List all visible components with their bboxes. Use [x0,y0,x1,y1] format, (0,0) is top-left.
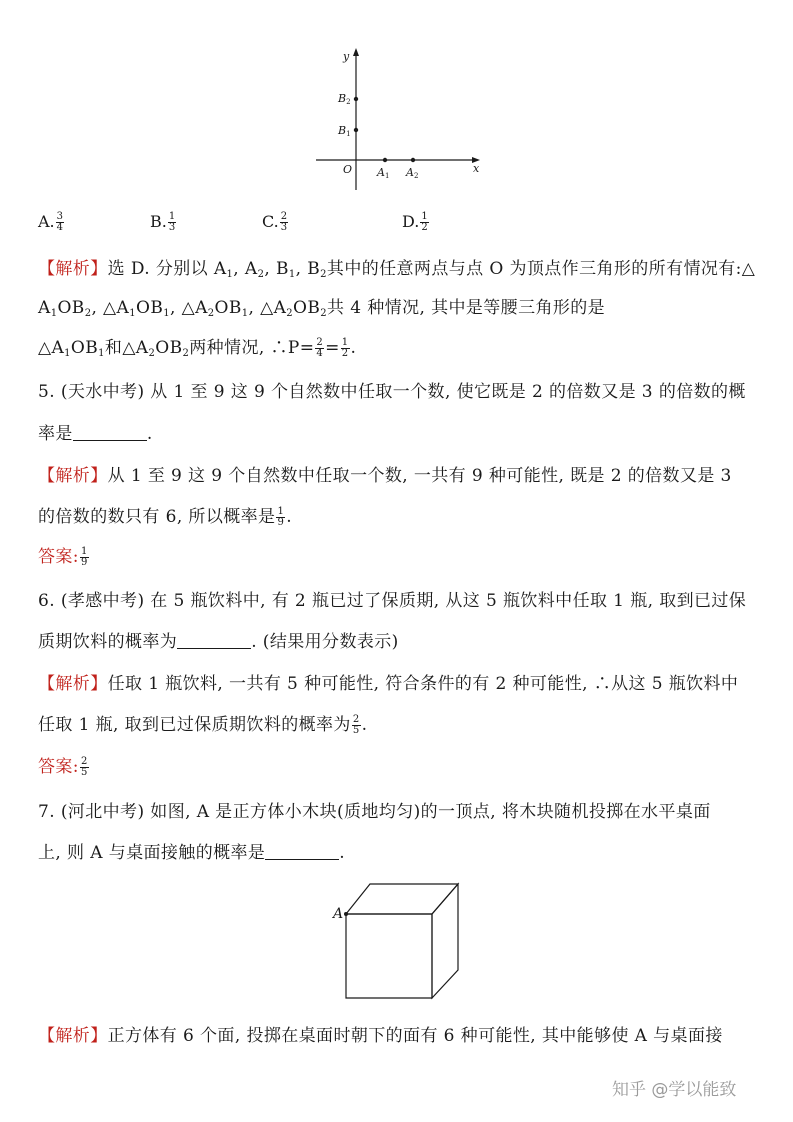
coordinate-diagram [300,40,500,195]
q4-analysis-line3: $\triangle A_1OB_1$和$\triangle A_2OB_2$两种情况, ∴P= $\frac{2}{4}$ = $\frac{1}{2}$ . [38,337,357,359]
point-a1 [383,158,387,162]
cube-diagram [328,878,468,1008]
cube-front-face [346,914,432,998]
q5-question-line2: 率是 . [38,424,153,444]
q5-answer: 答案: $\frac{1}{9}$ [38,546,88,568]
q4-analysis-line2: $A_1OB_2$, $\triangle A_1OB_1$, $\triangle A_2OB_1$, $\triangle A_2OB_2$共 4 种情况, 其中是等腰三角形的是 [38,298,606,319]
q7-question-line2: 上, 则 A 与桌面接触的概率是 . [38,843,346,863]
option-d: D. $\frac{1}{2}$ [402,211,428,233]
analysis-tag: 【解析】 [38,259,108,279]
point-a2 [411,158,415,162]
option-c: C. $\frac{2}{3}$ [262,211,288,233]
q6-question-line1: 6. (孝感中考) 在 5 瓶饮料中, 有 2 瓶已过了保质期, 从这 5 瓶饮料中任取 1 瓶, 取到已过保 [38,591,747,611]
watermark: 知乎 @学以能致 [612,1080,737,1100]
label-a1: A1 [377,166,390,180]
q6-question-line2: 质期饮料的概率为 . (结果用分数表示) [38,632,399,652]
q4-analysis-line1: 【解析】选 D. 分别以 $A_1$, $A_2$, $B_1$, $B_2$其中的任意两点与点 O 为顶点作三角形的所有情况有:△ [38,259,756,280]
label-b2: B2 [338,92,351,106]
answer-blank [265,843,339,860]
q6-analysis-line1: 【解析】任取 1 瓶饮料, 一共有 5 种可能性, 符合条件的有 2 种可能性, ∴从这 5 瓶饮料中 [38,674,739,694]
q7-question-line1: 7. (河北中考) 如图, A 是正方体小木块(质地均匀)的一顶点, 将木块随机投掷在水平桌面 [38,802,711,822]
cube-top-face [346,884,458,914]
q5-analysis-line2: 的倍数的数只有 6, 所以概率是 $\frac{1}{9}$ . [38,506,293,528]
label-y: y [343,50,350,63]
label-b1: B1 [338,124,351,138]
answer-blank [73,424,147,441]
label-a2: A2 [406,166,419,180]
label-x: x [473,162,480,175]
q6-analysis-line2: 任取 1 瓶, 取到已过保质期饮料的概率为 $\frac{2}{5}$ . [38,714,368,736]
point-b1 [354,128,358,132]
vertex-a [344,912,348,916]
q6-answer: 答案: $\frac{2}{5}$ [38,756,88,778]
cube-side-face [432,884,458,998]
y-axis-arrow [353,48,359,56]
answer-blank [177,632,251,649]
option-a: A. $\frac{3}{4}$ [38,211,64,233]
vertex-a-label: A [333,906,344,922]
point-b2 [354,97,358,101]
q5-question-line1: 5. (天水中考) 从 1 至 9 这 9 个自然数中任取一个数, 使它既是 2 的倍数又是 3 的倍数的概 [38,382,746,402]
label-o: O [343,163,353,176]
q7-analysis-line1: 【解析】正方体有 6 个面, 投掷在桌面时朝下的面有 6 种可能性, 其中能够使 A 与桌面接 [38,1026,723,1046]
q5-analysis-line1: 【解析】从 1 至 9 这 9 个自然数中任取一个数, 一共有 9 种可能性, 既是 2 的倍数又是 3 [38,466,732,486]
option-b: B. $\frac{1}{3}$ [150,211,176,233]
